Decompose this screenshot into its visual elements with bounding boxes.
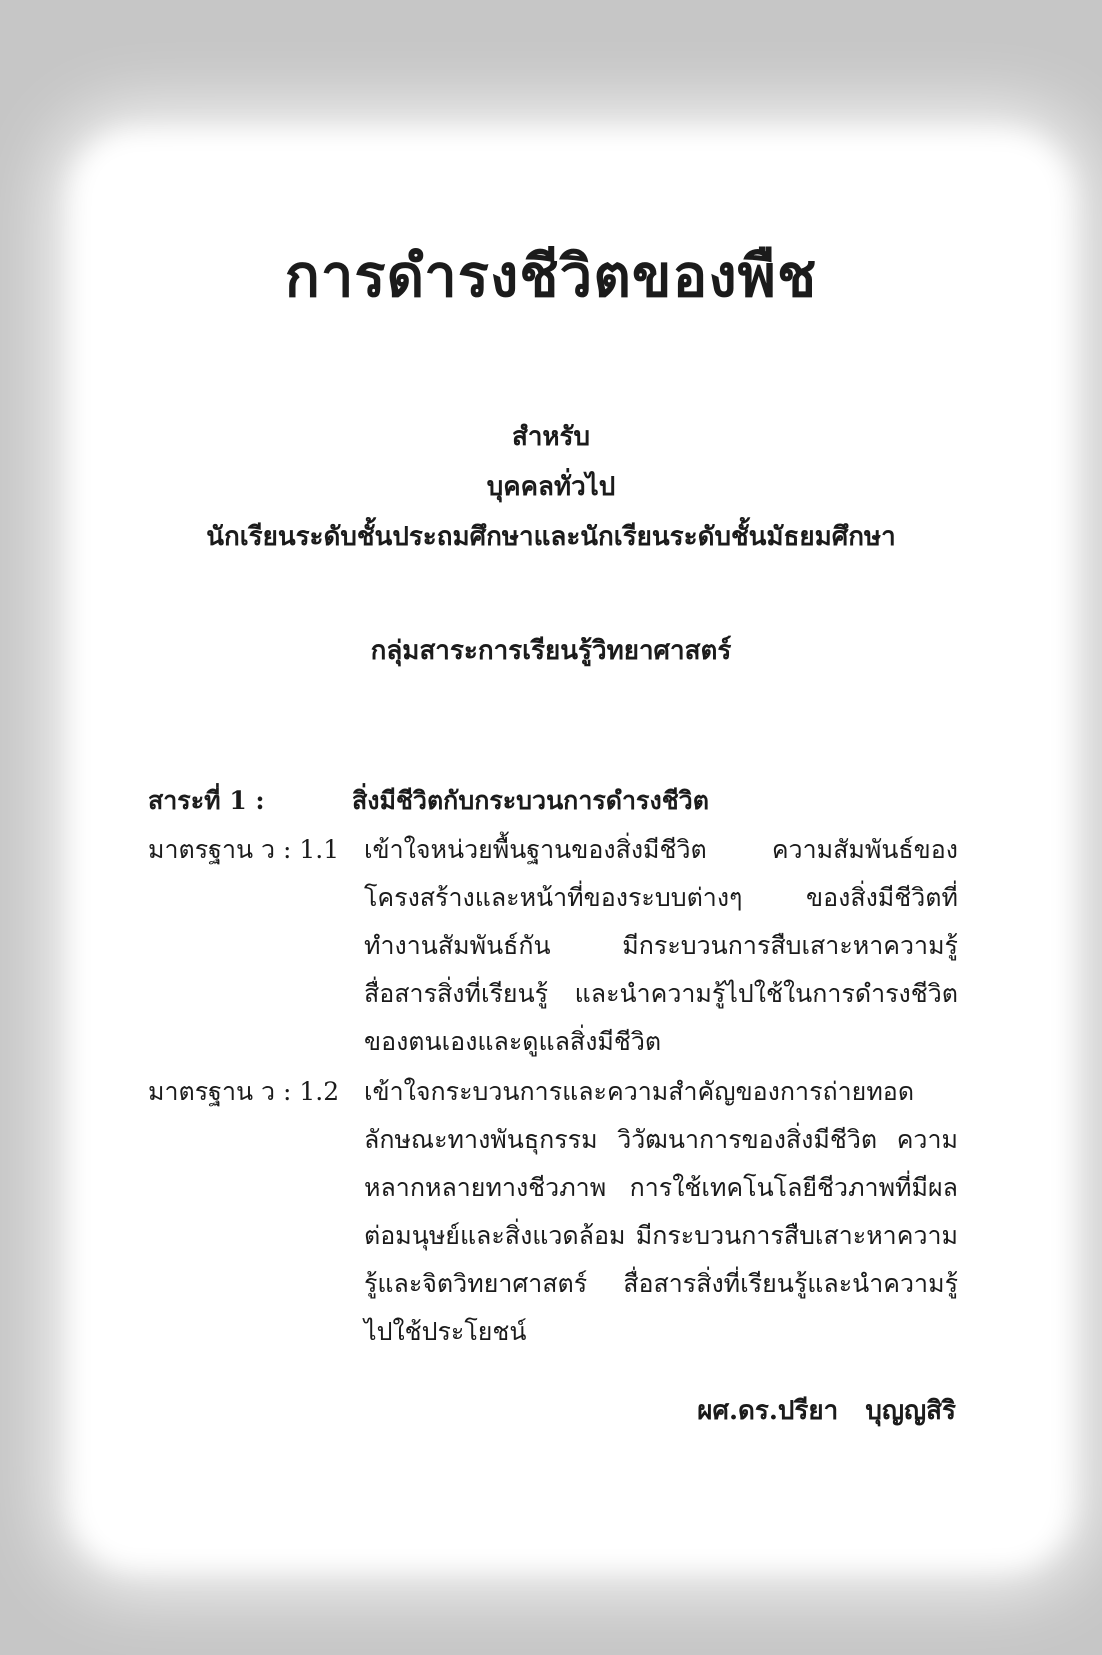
standard-label: มาตรฐาน ว : 1.1 [148, 835, 340, 864]
standard-text: เข้าใจหน่วยพื้นฐานของสิ่งมีชีวิต ความสัมพันธ์ของโครงสร้างและหน้าที่ของระบบต่างๆ ของสิ่งมีชีวิตที่ทำงานสัมพันธ์กัน มีกระบวนการสืบเสาะหาความรู้ สื่อสารสิ่งที่เรียนรู้ และนำความรู้ไปใช้ในการดำรงชีวิตของตนเองและดูแลสิ่งมีชีวิต [364, 835, 958, 1056]
audience-students: นักเรียนระดับชั้นประถมศึกษาและนักเรียนระดับชั้นมัธยมศึกษา [206, 522, 896, 552]
for-label: สำหรับ [511, 422, 591, 452]
standards-section [148, 778, 958, 1356]
author-name: ผศ.ดร.ปรียา บุญญสิริ [697, 1396, 956, 1426]
strand-label: สาระที่ 1 : [148, 786, 265, 815]
standard-row-1-2 [148, 1068, 958, 1356]
strand-row [148, 778, 958, 824]
subtitle-block [0, 412, 1102, 562]
standard-row-1-1 [148, 826, 958, 1066]
audience-general: บุคคลทั่วไป [486, 472, 616, 502]
document-title: การดำรงชีวิตของพืช [284, 242, 818, 310]
learning-area: กลุ่มสาระการเรียนรู้วิทยาศาสตร์ [370, 636, 732, 666]
strand-text: สิ่งมีชีวิตกับกระบวนการดำรงชีวิต [352, 786, 709, 815]
standard-text: เข้าใจกระบวนการและความสำคัญของการถ่ายทอดลักษณะทางพันธุกรรม วิวัฒนาการของสิ่งมีชีวิต ความหลากหลายทางชีวภาพ การใช้เทคโนโลยีชีวภาพที่มีผลต่อมนุษย์และสิ่งแวดล้อม มีกระบวนการสืบเสาะหาความรู้และจิตวิทยาศาสตร์ สื่อสารสิ่งที่เรียนรู้และนำความรู้ไปใช้ประโยชน์ [364, 1077, 958, 1346]
standard-label: มาตรฐาน ว : 1.2 [148, 1077, 340, 1106]
